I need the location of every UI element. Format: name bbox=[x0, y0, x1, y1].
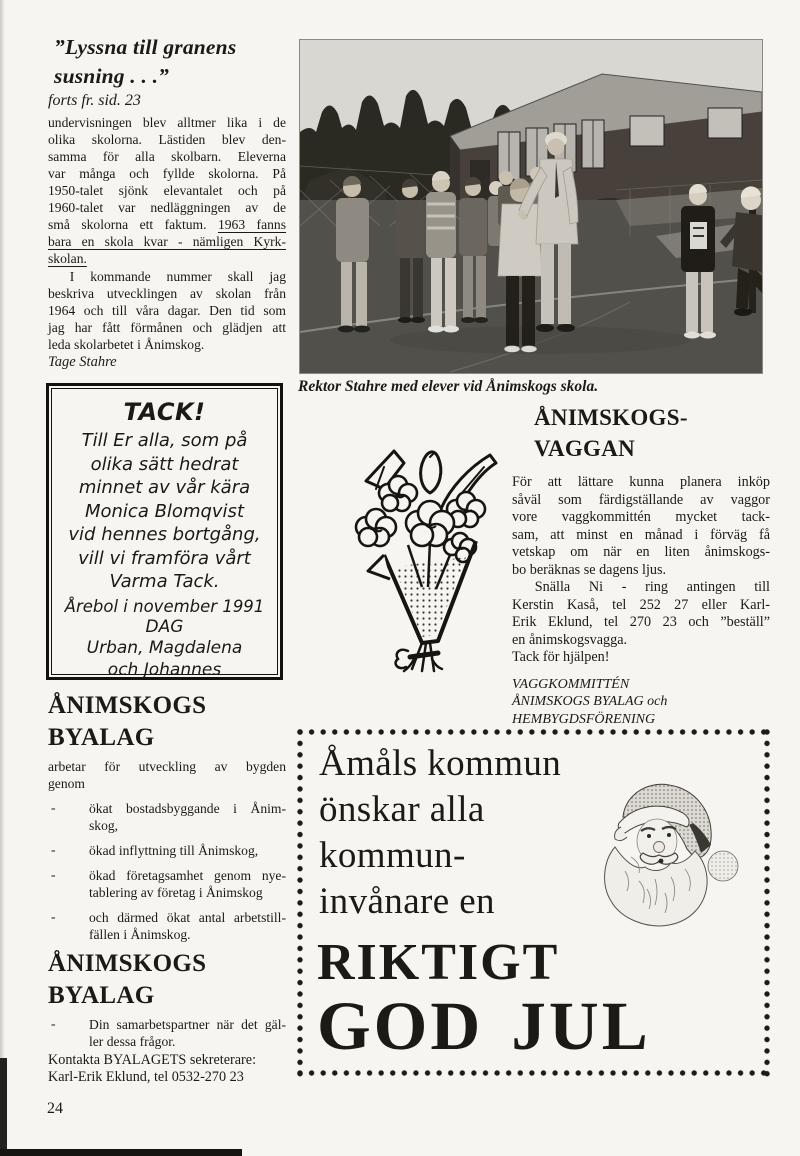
mouth bbox=[659, 859, 664, 864]
scan-edge-dark-strip bbox=[0, 1058, 7, 1156]
dotted-border-top bbox=[295, 727, 772, 737]
vaggan-paragraph-1: För att lättare kunna planera inköp såväl som färdigställande av vaggor vore vaggkommittén mycket tack- sam, att minst en månad i förväg få vetskap om när en liten ånimskogs- bo beräknas se dagens ljus. bbox=[512, 474, 770, 578]
photo-caption: Rektor Stahre med elever vid Ånimskogs skola. bbox=[298, 378, 599, 395]
article-mixed-normal: små skolorna ett faktum. bbox=[48, 217, 207, 232]
memorial-notice-inner-frame bbox=[51, 388, 278, 680]
school-yard-photo bbox=[300, 40, 762, 373]
article-paragraph-1-lines: undervisningen blev alltmer lika i de olika skolorna. Lästiden blev den- samma för alla skolbarn. Eleverna var många och fyllde skolorna. På 1950-talet sjönk elevantalet och på 1960-talet var nedläggningen av de bbox=[48, 115, 286, 215]
article-paragraph-1 bbox=[48, 114, 286, 267]
byalag-partner-heading: ÅNIMSKOGS BYALAG bbox=[48, 950, 207, 1009]
vaggan-paragraph-2: Snälla Ni - ring antingen till Kerstin Kaså, tel 252 27 eller Karl- Erik Eklund, tel 270 23 och ”beställ” en ånimskogsvagga. bbox=[512, 579, 770, 648]
page-number: 24 bbox=[47, 1100, 63, 1117]
bullet-text: Din samarbetspartner när det gäl- ler dessa frågor. bbox=[89, 1017, 286, 1049]
list-item bbox=[48, 909, 286, 943]
scan-edge-shadow bbox=[0, 0, 5, 1156]
article-paragraph-2: I kommande nummer skall jag beskriva utvecklingen av skolan från 1964 och till våra dagar. Den tid som jag har fått förmånen och glädjen att leda skolarbetet i Ånimskog. bbox=[48, 269, 286, 352]
memorial-signatures: DAG Urban, Magdalena och Johannes bbox=[86, 616, 243, 680]
eye-right bbox=[667, 833, 671, 837]
christmas-greeting-box bbox=[295, 727, 772, 1078]
list-item bbox=[48, 1016, 286, 1050]
eye-left bbox=[647, 834, 651, 838]
bullet-dash: - bbox=[51, 909, 56, 924]
article-author-signature: Tage Stahre bbox=[48, 354, 117, 370]
greeting-emphasis-2: GOD JUL bbox=[317, 988, 651, 1064]
dotted-border-bottom bbox=[295, 1068, 772, 1078]
memorial-notice-box bbox=[46, 383, 283, 680]
list-item bbox=[48, 842, 286, 859]
nose bbox=[654, 842, 665, 853]
byalag-partner-section bbox=[48, 948, 286, 1086]
article-mixed-underlined: 1963 fanns bbox=[217, 217, 286, 232]
bullet-text: och därmed ökat antal arbetstill- fällen i Ånimskog. bbox=[89, 910, 286, 942]
bullet-text: ökat bostadsbyggande i Ånim- skog, bbox=[89, 801, 286, 833]
memorial-body: Till Er alla, som på olika sätt hedrat minnet av vår kära Monica Blomqvist vid hennes bortgång, vill vi framföra vårt Varma Tack. bbox=[68, 430, 261, 592]
article-line-mixed bbox=[48, 216, 286, 233]
dotted-border-left bbox=[295, 727, 305, 1078]
vaggan-section bbox=[512, 402, 770, 728]
list-item bbox=[48, 800, 286, 834]
santa-svg bbox=[595, 761, 745, 933]
santa-claus-illustration bbox=[595, 761, 745, 933]
flower-bouquet-illustration bbox=[338, 437, 513, 677]
bullet-dash: - bbox=[51, 800, 56, 815]
byalag-development-heading: ÅNIMSKOGS BYALAG bbox=[48, 692, 207, 751]
vaggan-heading: ÅNIMSKOGS- VAGGAN bbox=[534, 405, 688, 461]
bullet-dash: - bbox=[51, 842, 56, 857]
school-photo-svg bbox=[300, 40, 762, 373]
greeting-message: Åmåls kommun önskar alla kommun- invånare en bbox=[319, 743, 562, 922]
bouquet-svg bbox=[338, 437, 513, 677]
article-underlined-lines: bara en skola kvar - nämligen Kyrk- skolan. bbox=[48, 234, 286, 266]
scan-bottom-strip bbox=[0, 1149, 242, 1156]
bullet-dash: - bbox=[51, 1016, 56, 1031]
byalag-development-section bbox=[48, 690, 286, 943]
memorial-place-date: Årebol i november 1991 bbox=[64, 596, 265, 616]
bullet-text: ökad företagsamhet genom nye- tablering av företag i Ånimskog bbox=[89, 868, 286, 900]
bud bbox=[421, 452, 441, 493]
byalag-development-intro: arbetar för utveckling av bygden genom bbox=[48, 759, 286, 791]
dotted-border-right bbox=[762, 727, 772, 1078]
article-continued-note: forts fr. sid. 23 bbox=[48, 92, 141, 109]
article-title: ”Lyssna till granens susning . . .” bbox=[54, 35, 237, 88]
bullet-text: ökad inflyttning till Ånimskog, bbox=[89, 843, 259, 858]
memorial-title: TACK! bbox=[123, 398, 206, 426]
ribbon-and-stem-ends bbox=[396, 643, 442, 671]
greeting-emphasis-1: RIKTIGT bbox=[317, 934, 560, 991]
vaggan-closing: Tack för hjälpen! bbox=[512, 649, 610, 665]
list-item bbox=[48, 867, 286, 901]
vaggan-committee-signature: VAGGKOMMITTÉN ÅNIMSKOGS BYALAG och HEMBYGDSFÖRENING bbox=[512, 676, 668, 727]
byalag-contact-info: Kontakta BYALAGETS sekreterare: Karl-Erik Eklund, tel 0532-270 23 bbox=[48, 1052, 257, 1085]
bullet-dash: - bbox=[51, 867, 56, 882]
